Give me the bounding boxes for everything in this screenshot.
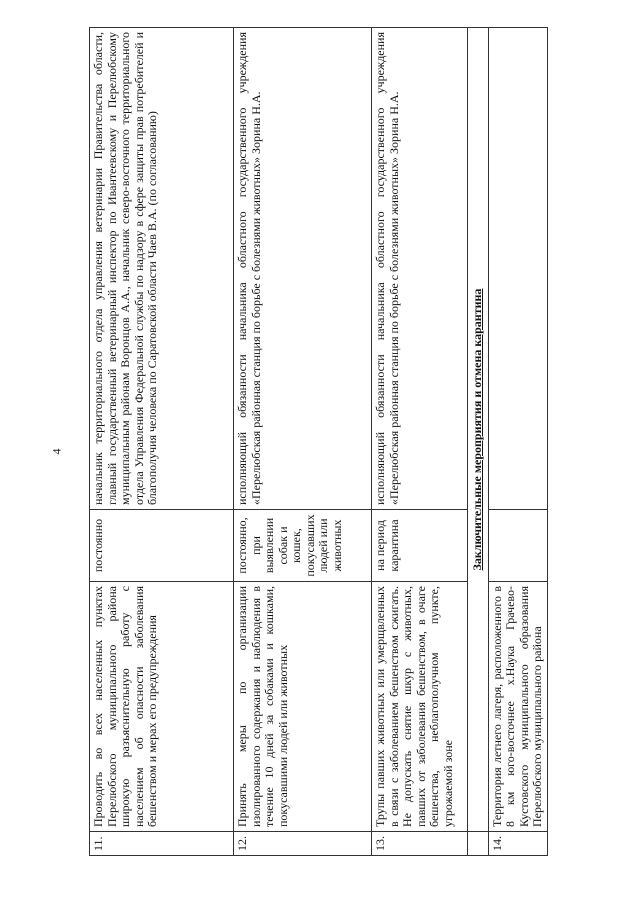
measure-cell: Трупы павших животных или умерщвленных в связи с заболеванием бешенством сжигать. Не допускать снятие шкур с животных, павших от заболевания бешенством, в очаге бешенства, неблагополучном пункте, угрожаемой зоне <box>372 582 468 832</box>
row-number: 11. <box>90 832 234 856</box>
table-row <box>90 28 234 856</box>
responsible-cell: начальник территориального отдела управления ветеринарии Правительства области, главный государственный ветеринарный инспектор по Ивантеевскому и Перелюбскому муниципальным районам Воронцов А.А., начальник северо-восточного территориального отдела Управления Федеральной службы по надзору в сфере защиты прав потребителей и благополучия человека по Саратовской области Чаев В.А. (по согласованию) <box>90 28 234 510</box>
term-cell: постоянно <box>90 510 234 582</box>
term-cell: постоянно, при выявлении собак и кошек, покусавших людей или животных <box>234 510 372 582</box>
section-heading: Заключительные мероприятия и отмена карантина <box>468 28 489 832</box>
page-number: 4 <box>49 448 64 455</box>
section-number-cell <box>468 832 489 856</box>
measure-cell: Проводить во всех населенных пунктах Перелюбского муниципального района широкую разъяснительную работу с населением об опасности заболевания бешенством и мерах его предупреждения <box>90 582 234 832</box>
measures-table <box>89 28 543 856</box>
row-number: 14. <box>488 832 547 856</box>
table-row <box>488 28 547 856</box>
row-number: 12. <box>234 832 372 856</box>
responsible-cell: исполняющий обязанности начальника областного государственного учреждения «Перелюбская районная станция по борьбе с болезнями животных» Зорина Н.А. <box>234 28 372 510</box>
responsible-cell <box>488 28 547 510</box>
table-row <box>372 28 468 856</box>
measure-cell: Территория летнего лагеря, расположенного в 8 км юго-восточнее х.Наука Грачево-Кустовского муниципального образования Перелюбского муниципального района <box>488 582 547 832</box>
table-row <box>234 28 372 856</box>
term-cell: на период карантина <box>372 510 468 582</box>
measure-cell: Принять меры по организации изолированного содержания и наблюдения в течение 10 дней за собаками и кошками, покусавшими людей или животных <box>234 582 372 832</box>
term-cell <box>488 510 547 582</box>
section-row <box>468 28 489 856</box>
row-number: 13. <box>372 832 468 856</box>
responsible-cell: исполняющий обязанности начальника областного государственного учреждения «Перелюбская районная станция по борьбе с болезнями животных» Зорина Н.А. <box>372 28 468 510</box>
